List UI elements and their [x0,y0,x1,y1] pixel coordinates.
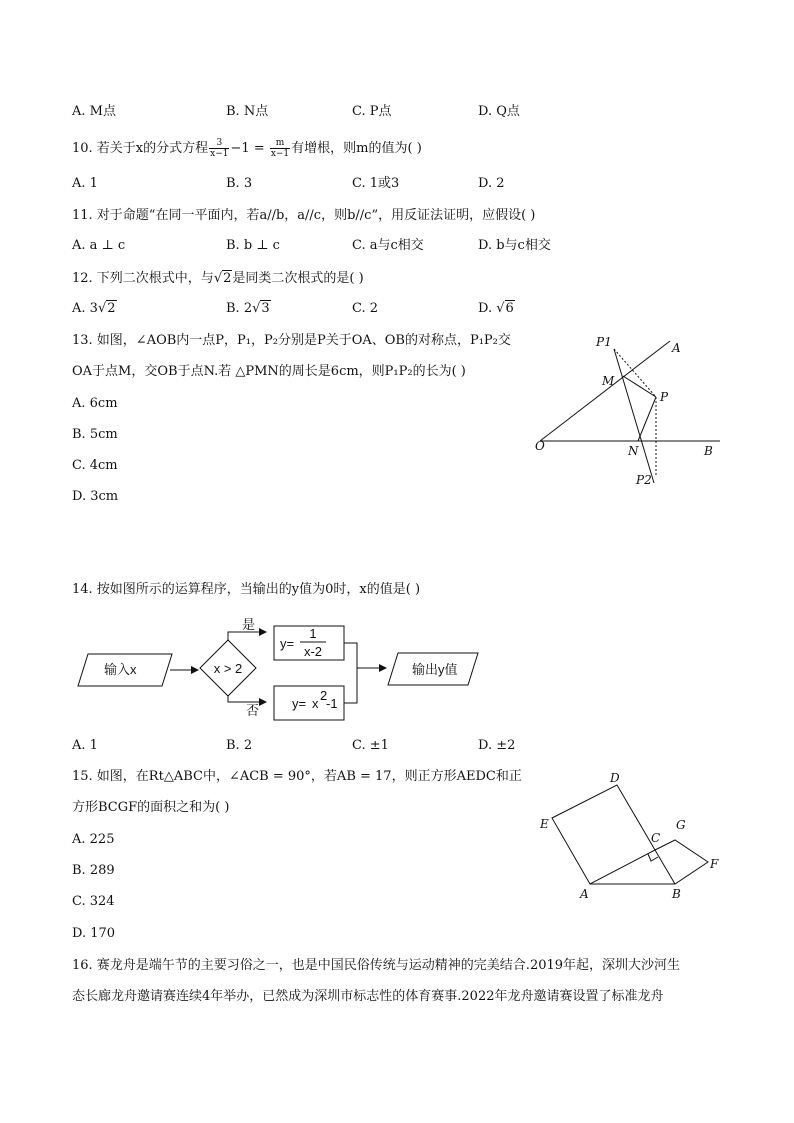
q16-line2: 态长廊龙舟邀请赛连续4年举办，已然成为深圳市标志性的体育赛事.2022年龙舟邀请赛设置了标准龙舟 [72,989,664,1004]
flow-yes-label: 是 [242,617,256,632]
q10-frac2-num: m [270,138,290,149]
q13-figure [520,325,730,495]
flow-yes-num: 1 [309,626,317,641]
q15-right-angle-mark [648,854,658,861]
q15-option-b: B. 289 [72,863,115,878]
q15-option-a: A. 225 [72,832,115,847]
q14-option-c: C. ±1 [352,738,389,753]
flow-no-rest: -1 [326,696,338,711]
q15-label-b: B [672,887,681,901]
q10-middle: −1 = [230,141,269,156]
q13-segment-pn [638,397,656,441]
q9-option-a: A. M点 [72,104,116,119]
q15-option-d: D. 170 [72,926,116,941]
q10-question [72,138,422,159]
q10-frac1-den: x−1 [210,149,229,159]
q12-option-c [352,300,378,318]
q10-option-d: D. 2 [478,176,505,191]
q11-option-b: B. b ⊥ c [226,238,280,253]
q13-label-n: N [628,444,639,458]
q16-line1: 16. 赛龙舟是端午节的主要习俗之一，也是中国民俗传统与运动精神的完美结合.2019年起，深圳大沙河生 [72,958,681,973]
flow-no-lhs: y= [292,696,307,711]
q11-option-c: C. a与c相交 [352,238,424,253]
q10-option-c: C. 1或3 [352,176,400,191]
q14-flowchart [70,612,490,727]
q11-option-a: A. a ⊥ c [72,238,126,253]
q13-label-p1: P1 [596,335,612,349]
q10-frac2-den: x−1 [270,149,290,159]
q12-option-d: D. √6 [478,301,514,316]
q12-radicand: 2 [223,271,232,286]
q9-option-b: B. N点 [226,104,269,119]
q15-label-d: D [610,771,620,785]
q13-option-d: D. 3cm [72,489,119,504]
flow-no-label: 否 [246,703,260,718]
q15-label-c: C [651,831,661,845]
q10-frac1-num: 3 [209,138,229,149]
q14-question: 14. 按如图所示的运算程序，当输出的y值为0时，x的值是( ) [72,582,421,597]
q10-fraction-1 [209,138,229,159]
q13-label-b: B [704,444,713,458]
q11-option-d: D. b与c相交 [478,238,551,253]
q13-label-a: A [672,341,681,355]
q15-option-c: C. 324 [72,894,115,909]
q10-option-a: A. 1 [72,176,98,191]
q12-option-d-radicand: 6 [505,301,514,316]
q12-option-d-label: D. [478,301,497,316]
flow-no-exp: 2 [320,688,328,703]
q13-label-o: O [535,439,545,453]
flow-yes-lhs: y= [280,636,295,651]
flow-no-x: x [312,696,319,711]
q12-option-c-label: C. 2 [352,301,379,316]
flow-yes-den: x-2 [303,644,323,659]
q15-label-e: E [540,817,549,831]
q15-label-f: F [710,857,719,871]
q15-square-bcgf [655,840,708,884]
q10-suffix: 有增根，则m的值为( ) [291,141,422,156]
q15-label-a: A [580,887,589,901]
flow-cond-label: x > 2 [213,661,243,676]
q13-label-p: P [660,390,669,404]
q12-option-a-radicand: 2 [107,301,116,316]
q14-option-a: A. 1 [72,738,98,753]
q12-option-b-radicand: 3 [261,301,270,316]
q13-label-m: M [602,374,615,388]
q13-line1: 13. 如图，∠AOB内一点P，P₁，P₂分别是P关于OA、OB的对称点，P₁P₂交 [72,333,511,348]
q12-question: 12. 下列二次根式中，与√2是同类二次根式的是( ) [72,271,364,286]
q14-option-d: D. ±2 [478,738,516,753]
q13-label-p2: P2 [636,473,652,487]
q12-option-a: A. 3√2 [72,301,116,316]
q12-option-b-label: B. 2 [226,301,253,316]
q12-suffix: 是同类二次根式的是( ) [232,271,364,286]
q9-option-c: C. P点 [352,104,392,119]
q14-option-b: B. 2 [226,738,253,753]
q13-option-a: A. 6cm [72,396,118,411]
q10-option-b: B. 3 [226,176,253,191]
q15-figure [530,768,730,908]
q15-line2: 方形BCGF的面积之和为( ) [72,800,230,815]
q11-question: 11. 对于命题“在同一平面内，若a//b，a//c，则b//c”，用反证法证明，应假设( ) [72,208,536,223]
flow-output-label: 输出y值 [412,662,458,677]
q13-option-c: C. 4cm [72,458,118,473]
q13-line2: OA于点M，交OB于点N.若 △PMN的周长是6cm，则P₁P₂的长为( ) [72,364,466,379]
q12-option-b: B. 2√3 [226,301,270,316]
q13-option-b: B. 5cm [72,427,118,442]
q10-fraction-2 [270,138,290,159]
q10-prefix: 10. 若关于x的分式方程 [72,141,209,156]
q15-square-aedc [552,785,655,884]
flow-merge-lines [344,643,357,703]
flow-input-label: 输入x [104,662,137,677]
q9-option-d: D. Q点 [478,104,520,119]
q12-option-a-label: A. 3 [72,301,98,316]
q15-label-g: G [676,818,686,832]
q12-prefix: 12. 下列二次根式中，与 [72,271,214,286]
q15-line1: 15. 如图，在Rt△ABC中，∠ACB = 90°，若AB = 17，则正方形AEDC和正 [72,769,522,784]
q13-segment-mp [623,376,656,397]
q13-ray-oa [540,341,670,441]
flow-arrow-yes [228,632,266,640]
flow-arrow-no [228,696,266,702]
